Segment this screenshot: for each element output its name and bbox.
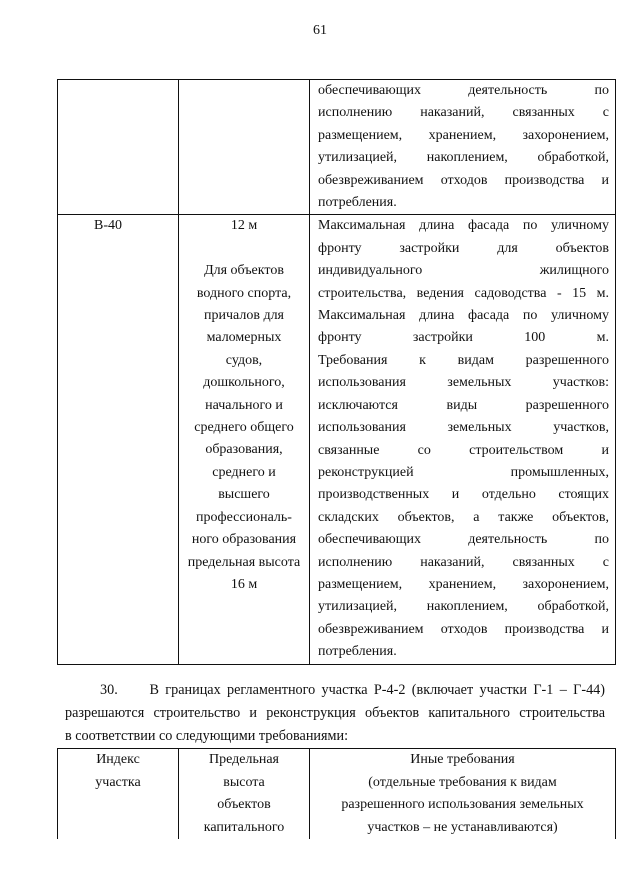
header-line: высота (223, 774, 265, 790)
requirement-line: размещением, хранением, захоронением, (318, 576, 609, 592)
height-note-line: среднего общего (194, 420, 294, 436)
zone-code-cell (58, 80, 179, 215)
height-note-line: начального и (205, 397, 283, 413)
height-note-line: образования, (205, 442, 283, 458)
height-notes (179, 260, 309, 596)
requirement-line: фронту застройки для объектов (318, 240, 609, 256)
height-note-line: водного спорта, (196, 285, 292, 301)
requirement-line: Максимальная длина фасада по уличному (318, 308, 609, 324)
page-number: 61 (313, 23, 327, 38)
height-note-line: 16 м (230, 576, 258, 592)
requirement-line: потребления. (318, 644, 397, 660)
header-line: разрешенного использования земельных (341, 797, 584, 813)
zone-code-cell: В-40 (58, 215, 179, 664)
regulation-table (57, 79, 616, 665)
requirement-line: обезвреживанием отходов производства и (318, 172, 609, 188)
height-note-line: дошкольного, (203, 375, 285, 391)
height-note-line: предельная высота (187, 554, 301, 570)
requirement-line: Требования к видам разрешенного (318, 352, 609, 368)
requirement-line: исполнению наказаний, связанных с (318, 105, 609, 121)
requirement-line: потребления. (318, 195, 397, 211)
requirements-cell (310, 80, 616, 215)
requirement-line: использования земельных участков, (318, 420, 609, 436)
height-note-line: высшего (218, 487, 270, 503)
height-note-line: ного образования (191, 532, 297, 548)
regulation-table-header (57, 748, 616, 839)
header-line: (отдельные требования к видам (368, 774, 557, 790)
header-line: капитального (203, 819, 285, 835)
height-value: 12 м (230, 218, 258, 234)
height-cell (179, 215, 310, 664)
requirement-line: обеспечивающих деятельность по (318, 83, 609, 98)
height-note-line: среднего и (212, 464, 276, 480)
requirement-line: строительства, ведения садоводства - 15 м. (318, 285, 609, 301)
requirement-line: использования земельных участков: (318, 375, 609, 391)
table-header-row (58, 749, 616, 840)
paragraph-line-2: разрешаются строительство и реконструкция объектов капитального строительства (65, 705, 605, 721)
requirement-line: складских объектов, а также объектов, (318, 509, 609, 525)
header-height (179, 749, 310, 840)
requirement-line: исполнению наказаний, связанных с (318, 554, 609, 570)
header-line: Предельная (209, 752, 279, 767)
header-line: объектов (217, 797, 271, 813)
header-line: Иные требования (410, 752, 515, 767)
requirement-line: утилизацией, накоплением, обработкой, (318, 599, 609, 615)
height-note-line: причалов для (203, 308, 284, 324)
height-note-line: судов, (225, 352, 263, 368)
header-index (58, 749, 179, 840)
header-line: Индекс (96, 752, 140, 767)
table-row (58, 80, 616, 215)
table-row (58, 215, 616, 664)
header-requirements (310, 749, 616, 840)
height-note-line: Для объектов (204, 263, 284, 279)
paragraph-text-1: В границах регламентного участка Р-4-2 (включает участки Г-1 – Г-44) (149, 682, 605, 698)
paragraph-number: 30. (100, 682, 118, 698)
requirement-line: исключаются виды разрешенного (318, 397, 609, 413)
requirement-line: обезвреживанием отходов производства и (318, 621, 609, 637)
requirement-line: утилизацией, накоплением, обработкой, (318, 150, 609, 166)
requirement-line: обеспечивающих деятельность по (318, 532, 609, 548)
requirement-line: индивидуального жилищного (318, 263, 609, 279)
requirements-cell (310, 215, 616, 664)
paragraph-line-1 (65, 679, 605, 702)
paragraph-line-3: в соответствии со следующими требованиями: (65, 728, 349, 744)
header-line: участков – не устанавливаются) (367, 819, 558, 835)
requirement-line: связанные со строительством и (318, 442, 609, 458)
requirement-line: фронту застройки 100 м. (318, 330, 609, 346)
height-note-line: профессиональ- (196, 509, 292, 525)
height-note-line: маломерных (206, 330, 282, 346)
requirement-line: размещением, хранением, захоронением, (318, 127, 609, 143)
requirement-line: реконструкцией промышленных, (318, 464, 609, 480)
height-cell (179, 80, 310, 215)
requirement-line: Максимальная длина фасада по уличному (318, 218, 609, 234)
requirement-line: производственных и отдельно стоящих (318, 487, 609, 503)
header-line: участка (95, 774, 141, 790)
